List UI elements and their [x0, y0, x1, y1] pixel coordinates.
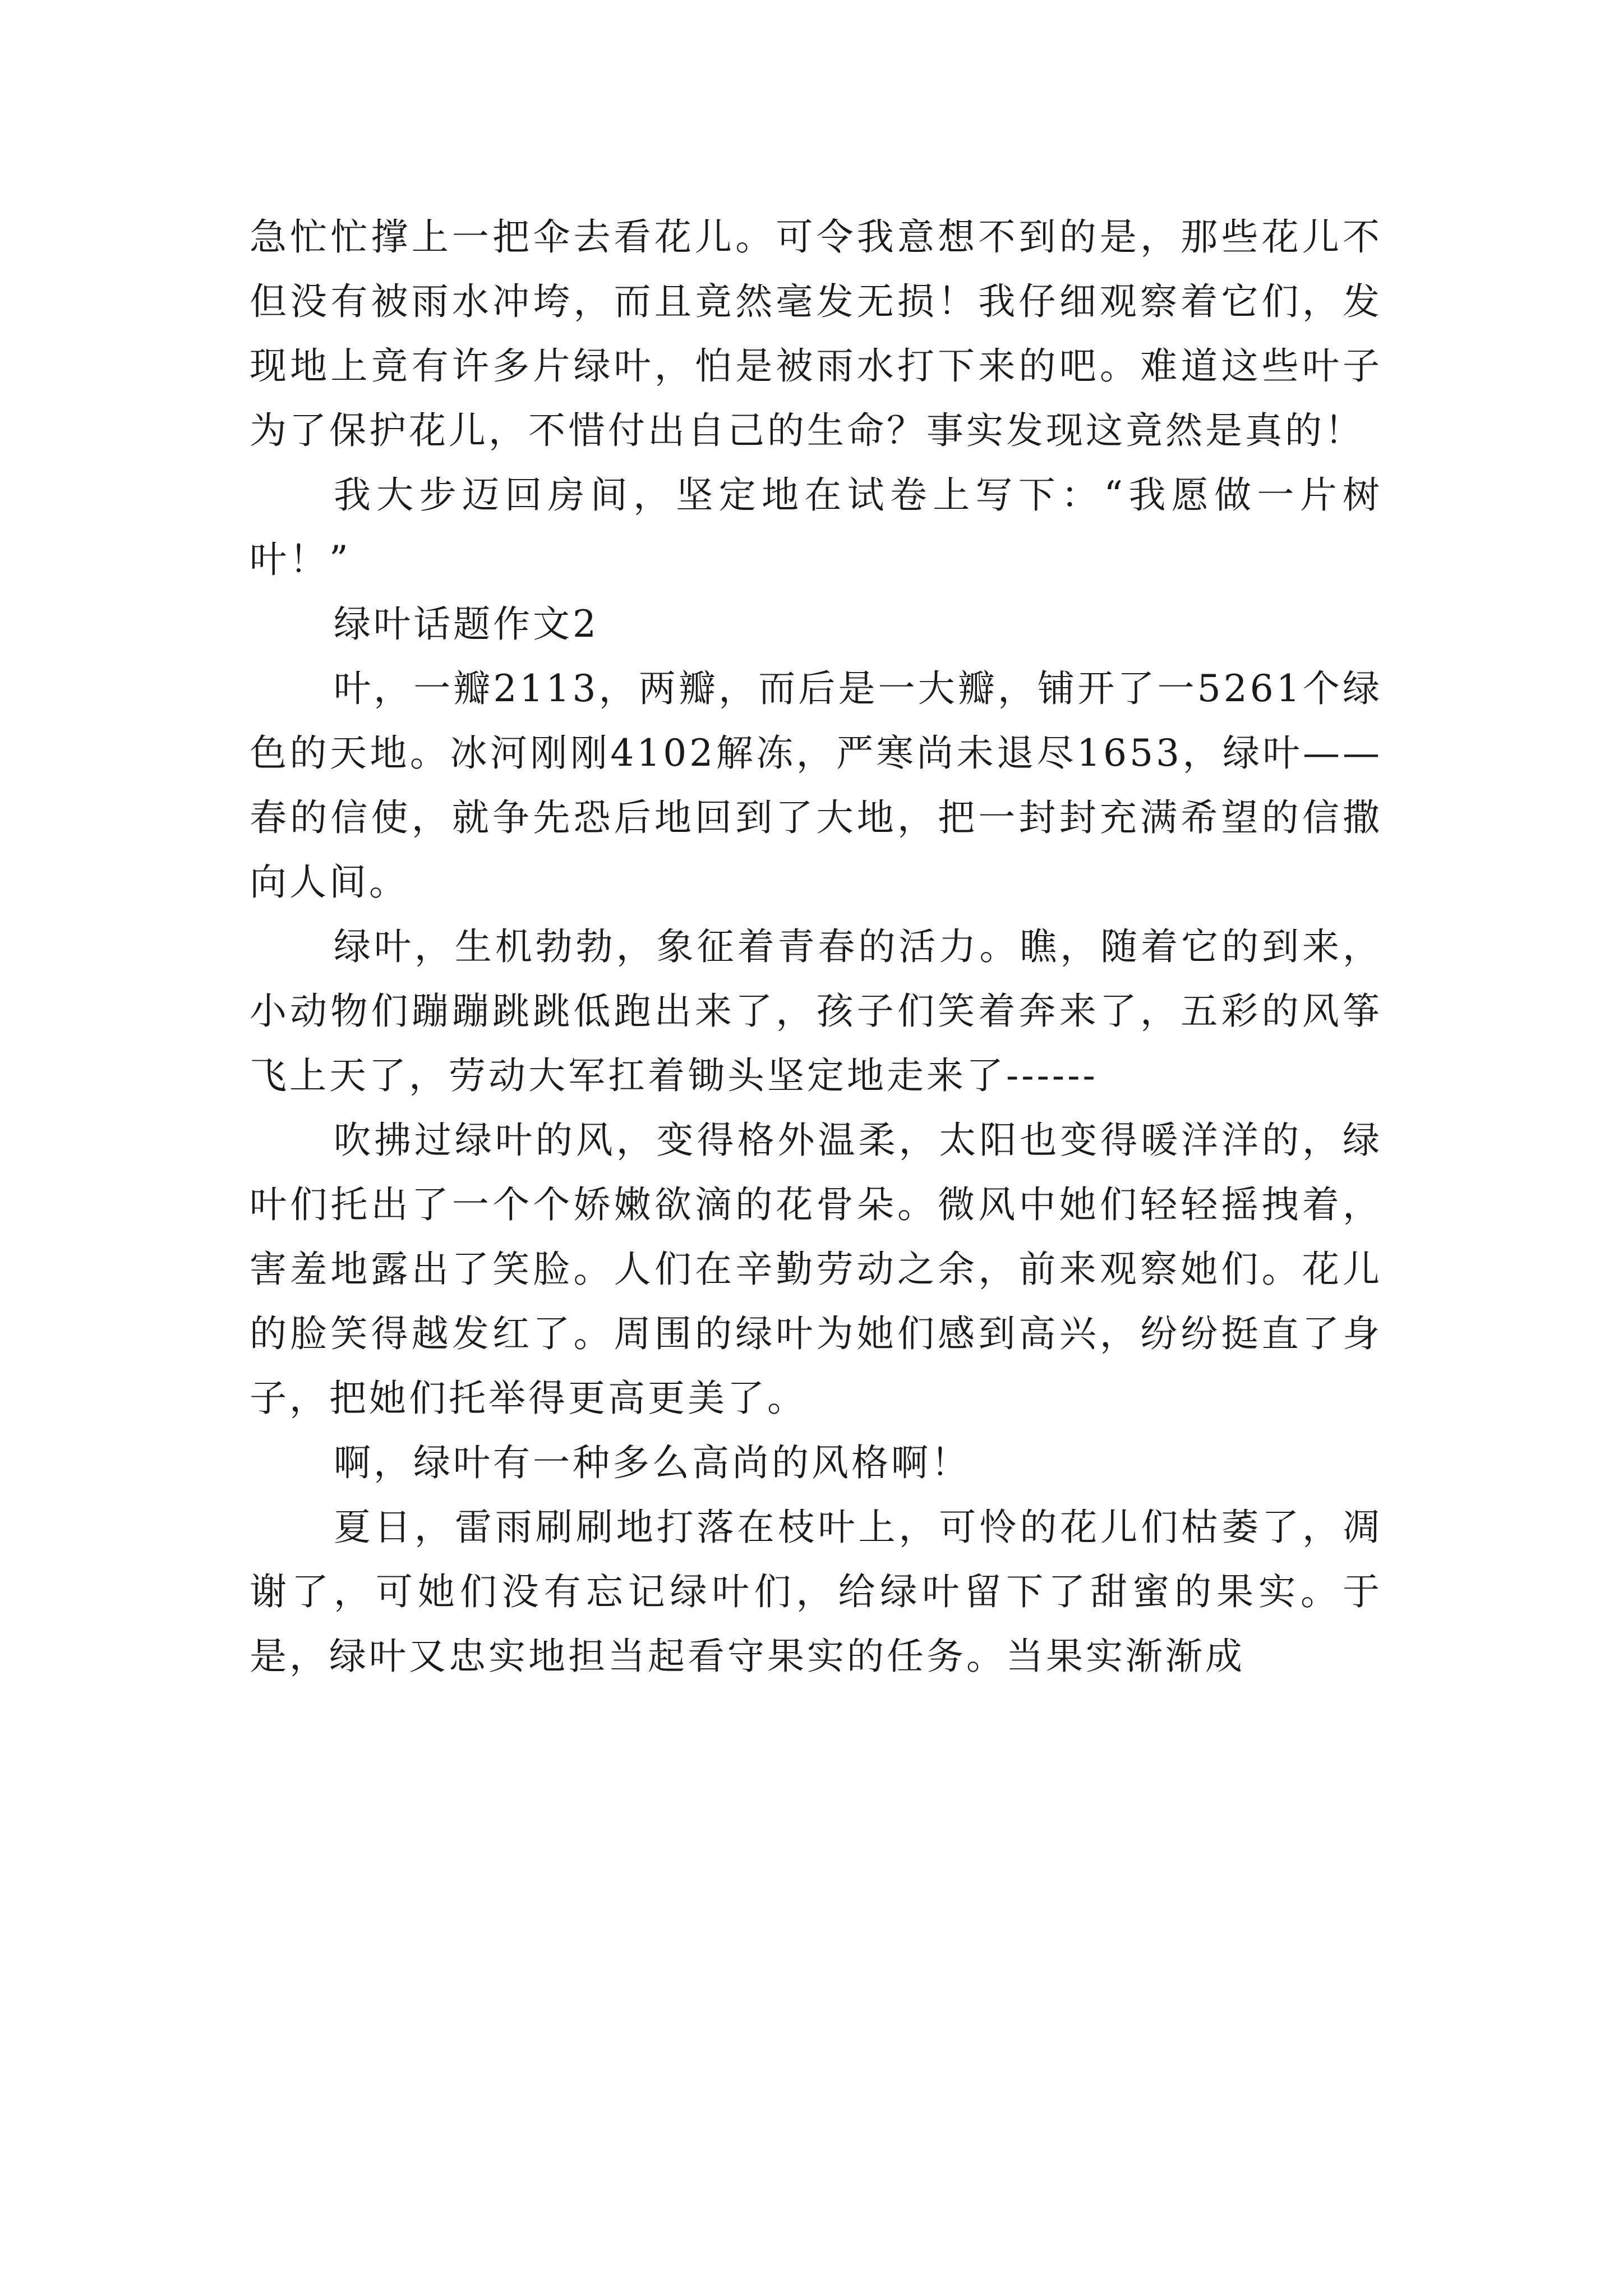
paragraph: 绿叶，生机勃勃，象征着青春的活力。瞧，随着它的到来，小动物们蹦蹦跳跳低跑出来了，孩子们笑着奔来了，五彩的风筝飞上天了，劳动大军扛着锄头坚定地走来了------ [250, 925, 1382, 1097]
paragraph: 夏日，雷雨刷刷地打落在枝叶上，可怜的花儿们枯萎了，凋谢了，可她们没有忘记绿叶们，给绿叶留下了甜蜜的果实。于是，绿叶又忠实地担当起看守果实的任务。当果实渐渐成 [250, 1506, 1382, 1678]
essay-heading: 绿叶话题作文2 [334, 602, 599, 646]
essay-body [250, 205, 1382, 1688]
paragraph: 叶，一瓣2113，两瓣，而后是一大瓣，铺开了一5261个绿色的天地。冰河刚刚4102解冻，严寒尚未退尽1653，绿叶——春的信使，就争先恐后地回到了大地，把一封封充满希望的信撒向人间。 [250, 667, 1382, 904]
paragraph: 吹拂过绿叶的风，变得格外温柔，太阳也变得暖洋洋的，绿叶们托出了一个个娇嫩欲滴的花骨朵。微风中她们轻轻摇拽着，害羞地露出了笑脸。人们在辛勤劳动之余，前来观察她们。花儿的脸笑得越发红了。周围的绿叶为她们感到高兴，纷纷挺直了身子，把她们托举得更高更美了。 [250, 1119, 1382, 1420]
paragraph: 我大步迈回房间，坚定地在试卷上写下：“我愿做一片树叶！” [250, 473, 1382, 581]
paragraph: 啊，绿叶有一种多么高尚的风格啊！ [334, 1441, 971, 1484]
paragraph-continuation: 急忙忙撑上一把伞去看花儿。可令我意想不到的是，那些花儿不但没有被雨水冲垮，而且竟然毫发无损！我仔细观察着它们，发现地上竟有许多片绿叶，怕是被雨水打下来的吧。难道这些叶子为了保护花儿，不惜付出自己的生命？事实发现这竟然是真的！ [250, 215, 1382, 452]
